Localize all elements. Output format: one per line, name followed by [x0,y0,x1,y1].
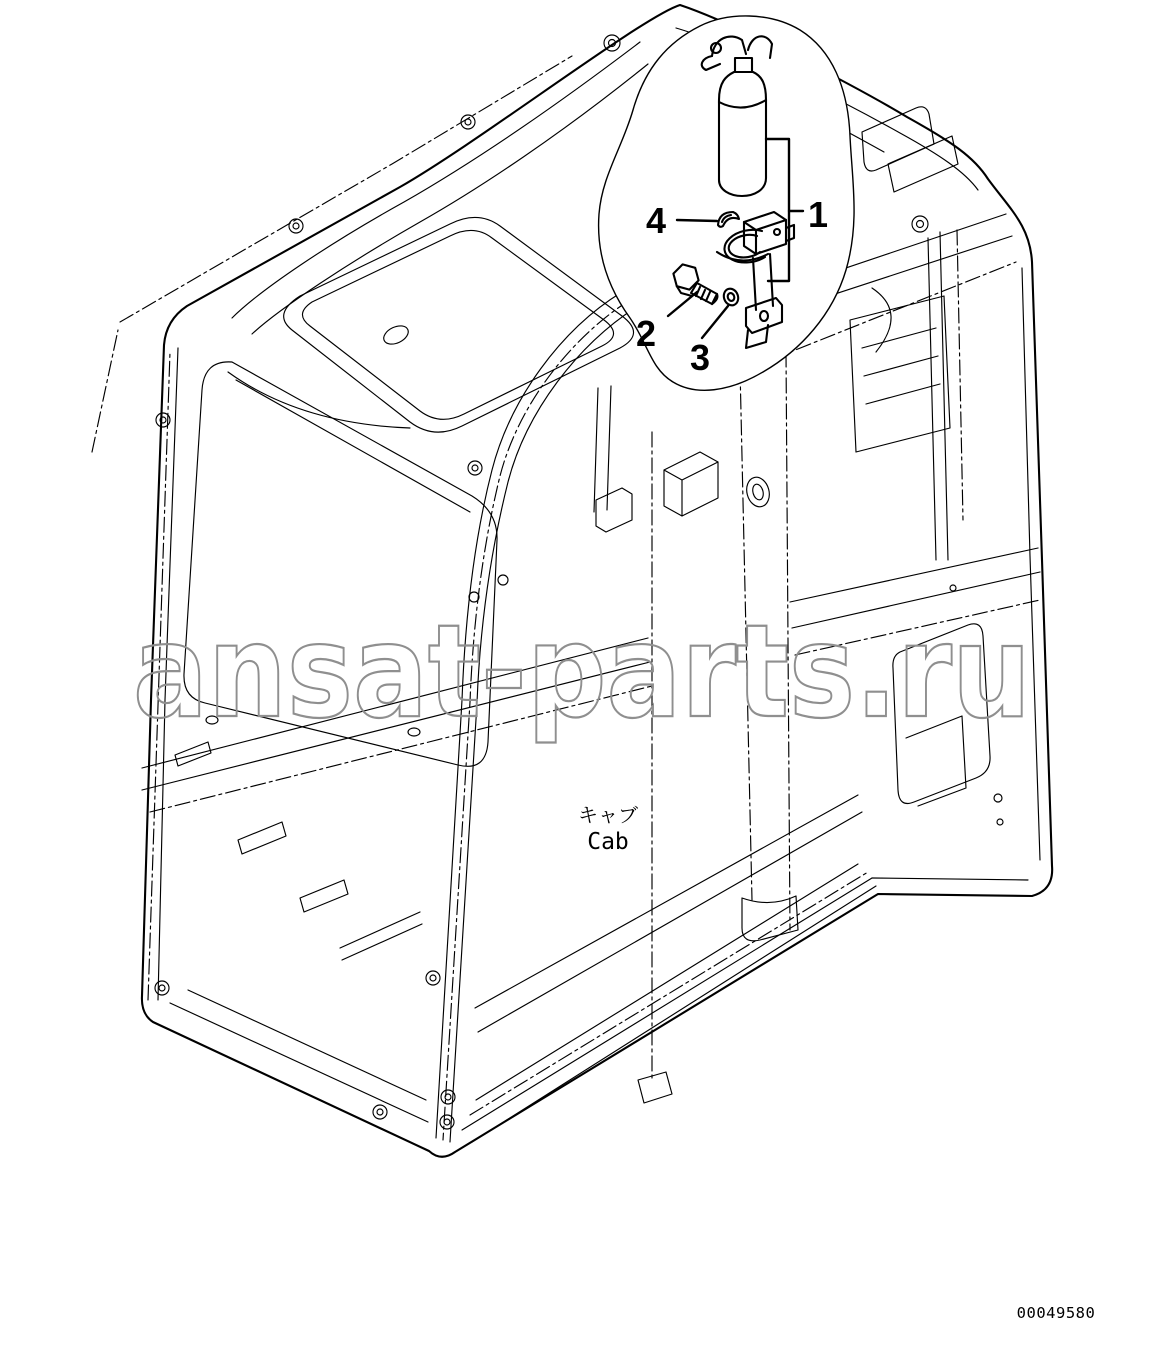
bolt-heads [155,35,1003,1129]
callout-3-label: 3 [690,337,711,378]
door-hinge [664,452,718,516]
cab-outline [142,5,1052,1157]
grommet-hole [743,475,772,510]
roof-skylight-opening [284,217,634,432]
excavator-cab-drawing [92,5,1052,1157]
callout-4-label: 4 [646,200,667,241]
watermark-text: ansat-parts.ru [133,598,1031,747]
cab-label-en: Cab [587,829,629,855]
drawing-number: 00049580 [1016,1304,1096,1322]
callout-1-label: 1 [808,194,829,235]
callout-4-leader [677,220,717,221]
callout-2-label: 2 [636,313,657,354]
cab-label-jp: キャブ [578,803,638,827]
